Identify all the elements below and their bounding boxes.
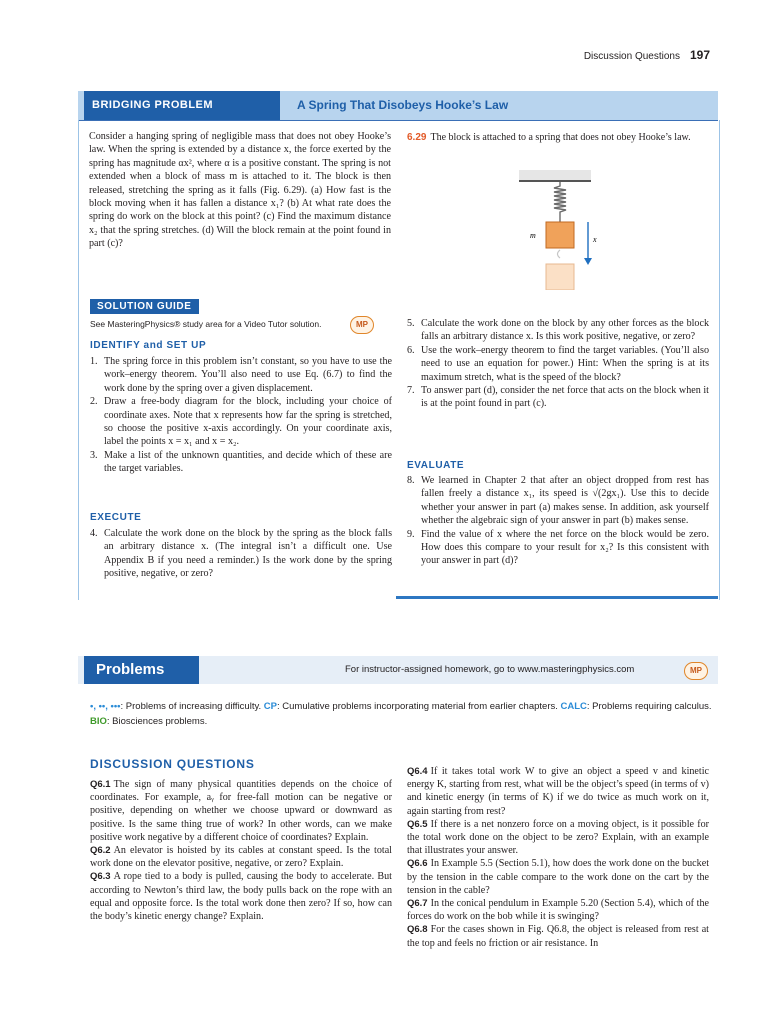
bridging-problem-rule	[396, 596, 718, 599]
x-label: x	[593, 235, 597, 244]
list-item: 6. Use the work–energy theorem to find the target variables. (You’ll also need to use an equation for power.) Hint: When the spring is at its maximum stretch, what is the speed of the block?	[407, 344, 709, 383]
discussion-questions-left	[90, 778, 392, 923]
legend-cp: CP	[263, 701, 277, 712]
displacement-arrowhead	[584, 258, 592, 265]
question-item: Q6.6 In Example 5.5 (Section 5.1), how does the work done on the bucket by the tension in the cable compare to the work done on the cart by the tension in the cable?	[407, 858, 709, 896]
list-item: 3. Make a list of the unknown quantities, and decide which of these are the target variables.	[90, 449, 392, 475]
discussion-questions-right	[407, 765, 709, 950]
ghost-block	[546, 264, 574, 290]
ceiling-hatch	[519, 170, 591, 180]
problems-title: Problems	[84, 656, 199, 684]
question-item: Q6.4 If it takes total work W to give an object a speed v and kinetic energy K, starting from rest, what will be the object’s speed (in terms of v) and kinetic energy (in terms of K) if we do twice as much work on it, again starting from rest?	[407, 766, 709, 817]
mastering-physics-note: See MasteringPhysics® study area for a Video Tutor solution.	[90, 319, 322, 329]
page-number: 197	[689, 48, 710, 62]
evaluate-steps	[407, 474, 709, 568]
execute-steps	[90, 527, 392, 581]
mastering-physics-icon[interactable]: MP	[684, 662, 708, 680]
evaluate-heading: EVALUATE	[407, 460, 465, 471]
spring	[554, 182, 566, 222]
running-head	[584, 48, 710, 62]
list-item: 7. To answer part (d), consider the net force that acts on the block when it is at the point found in part (c).	[407, 385, 709, 410]
solution-guide-label: SOLUTION GUIDE	[90, 299, 199, 314]
spring-block-figure	[505, 170, 605, 290]
ceiling	[519, 180, 591, 182]
question-item: Q6.2 An elevator is hoisted by its cables at constant speed. Is the total work done on the elevator positive, negative, or zero? Explain.	[90, 845, 392, 870]
legend-bio: BIO	[90, 715, 107, 727]
list-item: 1. The spring force in this problem isn’t constant, so you have to use the work–energy theorem. You’ll also need to use Eq. (6.7) to find the work done by the spring over a given displacement.	[90, 356, 392, 394]
figure-caption-text: The block is attached to a spring that does not obey Hooke’s law.	[430, 132, 691, 143]
problems-header	[78, 656, 718, 684]
bridging-problem-text: Consider a hanging spring of negligible mass that does not obey Hooke’s law. When the spring is extended by a distance x, the force exerted by the spring has magnitude αx², where α is a positive constant. The spring is not extended when a block of mass m is attached to it. The block is then released, stretching the spring as it falls (Fig. 6.29). (a) How fast is the block moving when it has fallen a distance x₁? (b) At what rate does the spring do work on the block at this point? (c) Find the maximum distance x₂ that the spring stretches. (d) Will the block remain at the point found in part (c)?	[89, 131, 391, 250]
identify-heading: IDENTIFY and SET UP	[90, 340, 207, 351]
question-item: Q6.8 For the cases shown in Fig. Q6.8, the object is released from rest at the top and feels no friction or air resistance. In	[407, 924, 709, 949]
mass-label: m	[530, 231, 536, 240]
question-item: Q6.3 A rope tied to a body is pulled, causing the body to accelerate. But according to Newton’s third law, the body pulls back on the rope with an equal and opposite force. Is the total work done then zero? If so, how can the body’s kinetic energy change? Explain.	[90, 871, 392, 923]
legend-calc: CALC	[560, 701, 587, 712]
question-item: Q6.7 In the conical pendulum in Example 5.20 (Section 5.4), which of the forces do work on the bob while it is swinging?	[407, 898, 709, 923]
bridging-problem-header	[78, 91, 718, 121]
list-item: 8. We learned in Chapter 2 that after an object dropped from rest has fallen freely a distance x₁, its speed is √(2gx₁). Use this to decide whether your answer in part (a) makes sense. In addition, ask yourself whether the algebraic sign of your answer in part (b) makes sense.	[407, 475, 709, 527]
homework-note: For instructor-assigned homework, go to www.masteringphysics.com	[345, 664, 635, 675]
figure-caption	[407, 131, 715, 144]
ghost-spring	[558, 250, 561, 258]
list-item: 4. Calculate the work done on the block by the spring as the block falls an arbitrary distance x. (The integral isn’t a difficult one. Use Appendix B if you need a reminder.) Is the work done by the spring positive, negative, or zero?	[90, 528, 392, 580]
figure-number: 6.29	[407, 132, 427, 143]
block	[546, 222, 574, 248]
legend-stars: •, ••, •••	[90, 701, 121, 712]
bridging-problem-tag: BRIDGING PROBLEM	[84, 91, 280, 120]
question-item: Q6.5 If there is a net nonzero force on a moving object, is it possible for the total work done on the object to be zero? Explain, with an example that illustrates your answer.	[407, 818, 709, 857]
mastering-physics-icon[interactable]: MP	[350, 316, 374, 334]
list-item: 9. Find the value of x where the net force on the block would be zero. How does this compare to your result for x₂? Is this consistent with your answer in part (d)?	[407, 528, 709, 567]
execute-steps-continued	[407, 317, 709, 411]
problem-legend: •, ••, •••: Problems of increasing difficulty. CP: Cumulative problems incorporating material from earlier chapters. CALC: Problems requiring calculus. BIO: Biosciences problems.	[90, 701, 712, 727]
execute-heading: EXECUTE	[90, 512, 142, 523]
discussion-questions-heading: DISCUSSION QUESTIONS	[90, 757, 255, 771]
list-item: 5. Calculate the work done on the block by any other forces as the block falls an arbitrary distance x. Is this work positive, negative, or zero?	[407, 318, 709, 343]
bridging-problem-title: A Spring That Disobeys Hooke’s Law	[297, 98, 509, 112]
running-head-section: Discussion Questions	[583, 51, 680, 62]
question-item: Q6.1 The sign of many physical quantities depends on the choice of coordinates. For example, aᵧ for free-fall motion can be negative or positive, depending on whether we choose upward or downward as positive. Is the same thing true of work? In other words, can we make positive work negative by a different choice of coordinates? Explain.	[90, 779, 392, 843]
list-item: 2. Draw a free-body diagram for the block, including your choice of coordinate axes. Note that x represents how far the spring is stretched, so choose the positive x-axis accordingly. On your coordinate axis, label the points x = x₁ and x = x₂.	[90, 396, 392, 448]
identify-steps	[90, 355, 392, 476]
